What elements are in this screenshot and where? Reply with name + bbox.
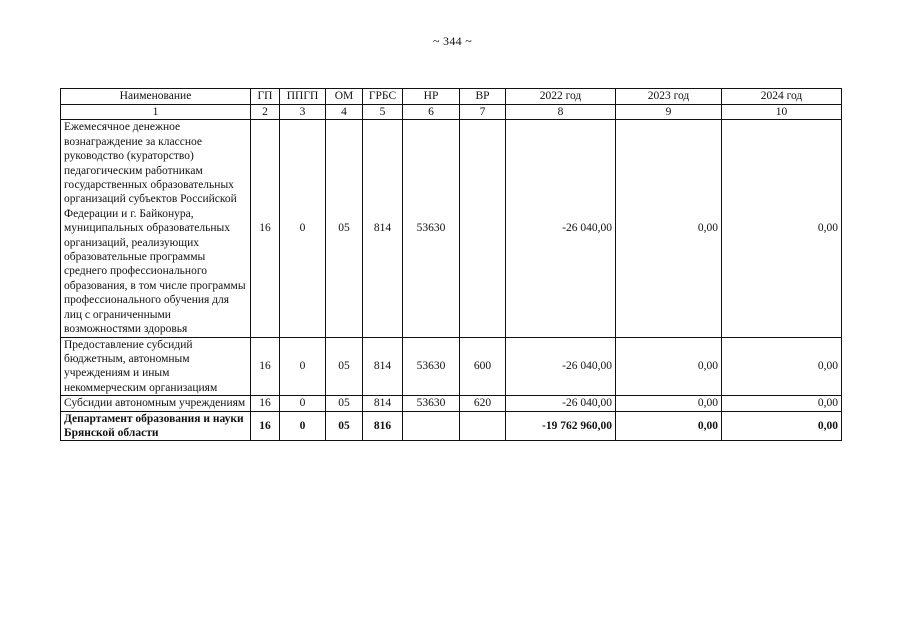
cell-2024: 0,00 [722, 337, 842, 396]
cell-om: 05 [326, 396, 363, 411]
header-name: Наименование [61, 89, 251, 105]
header-ppgp: ППГП [280, 89, 326, 105]
cell-2022: -26 040,00 [506, 120, 616, 337]
cell-ppgp: 0 [280, 396, 326, 411]
column-number: 7 [460, 105, 506, 120]
cell-nr: 53630 [403, 396, 460, 411]
header-2023: 2023 год [616, 89, 722, 105]
cell-gp: 16 [251, 411, 280, 441]
column-number: 10 [722, 105, 842, 120]
cell-grbs: 814 [363, 120, 403, 337]
column-number: 9 [616, 105, 722, 120]
column-number: 1 [61, 105, 251, 120]
page-number: ~ 344 ~ [432, 34, 473, 48]
cell-2023: 0,00 [616, 396, 722, 411]
column-number-row [61, 105, 842, 120]
cell-vr: 620 [460, 396, 506, 411]
cell-om: 05 [326, 120, 363, 337]
table-row-department [61, 411, 842, 441]
cell-grbs: 814 [363, 337, 403, 396]
cell-ppgp: 0 [280, 411, 326, 441]
cell-ppgp: 0 [280, 120, 326, 337]
cell-nr: 53630 [403, 120, 460, 337]
row-name: Предоставление субсидий бюджетным, автономным учреждениям и иным некоммерческим организациям [61, 337, 251, 396]
cell-2022: -26 040,00 [506, 337, 616, 396]
header-2022: 2022 год [506, 89, 616, 105]
cell-grbs: 816 [363, 411, 403, 441]
table-row [61, 396, 842, 411]
cell-2024: 0,00 [722, 120, 842, 337]
row-name: Субсидии автономным учреждениям [61, 396, 251, 411]
cell-2024: 0,00 [722, 411, 842, 441]
table-row [61, 120, 842, 337]
cell-2023: 0,00 [616, 337, 722, 396]
cell-gp: 16 [251, 337, 280, 396]
row-name: Департамент образования и науки Брянской области [61, 411, 251, 441]
column-number: 8 [506, 105, 616, 120]
cell-vr: 600 [460, 337, 506, 396]
header-nr: НР [403, 89, 460, 105]
cell-gp: 16 [251, 396, 280, 411]
column-number: 5 [363, 105, 403, 120]
column-number: 4 [326, 105, 363, 120]
cell-2023: 0,00 [616, 411, 722, 441]
column-number: 2 [251, 105, 280, 120]
header-vr: ВР [460, 89, 506, 105]
header-om: ОМ [326, 89, 363, 105]
cell-nr [403, 411, 460, 441]
table-row [61, 337, 842, 396]
header-grbs: ГРБС [363, 89, 403, 105]
column-number: 6 [403, 105, 460, 120]
cell-gp: 16 [251, 120, 280, 337]
row-name: Ежемесячное денежное вознаграждение за классное руководство (кураторство) педагогическим работникам государственных образовательных организаций субъектов Российской Федерации и г. Байконура, муниципальных образовательных организаций, реализующих образовательные программы среднего профессионального образования, в том числе программы профессионального обучения для лиц с ограниченными возможностями здоровья [61, 120, 251, 337]
header-row [61, 89, 842, 105]
cell-grbs: 814 [363, 396, 403, 411]
cell-nr: 53630 [403, 337, 460, 396]
header-2024: 2024 год [722, 89, 842, 105]
budget-table [60, 88, 842, 441]
header-gp: ГП [251, 89, 280, 105]
cell-2023: 0,00 [616, 120, 722, 337]
cell-ppgp: 0 [280, 337, 326, 396]
cell-vr [460, 120, 506, 337]
column-number: 3 [280, 105, 326, 120]
cell-2022: -26 040,00 [506, 396, 616, 411]
cell-vr [460, 411, 506, 441]
cell-2024: 0,00 [722, 396, 842, 411]
cell-2022: -19 762 960,00 [506, 411, 616, 441]
cell-om: 05 [326, 337, 363, 396]
cell-om: 05 [326, 411, 363, 441]
